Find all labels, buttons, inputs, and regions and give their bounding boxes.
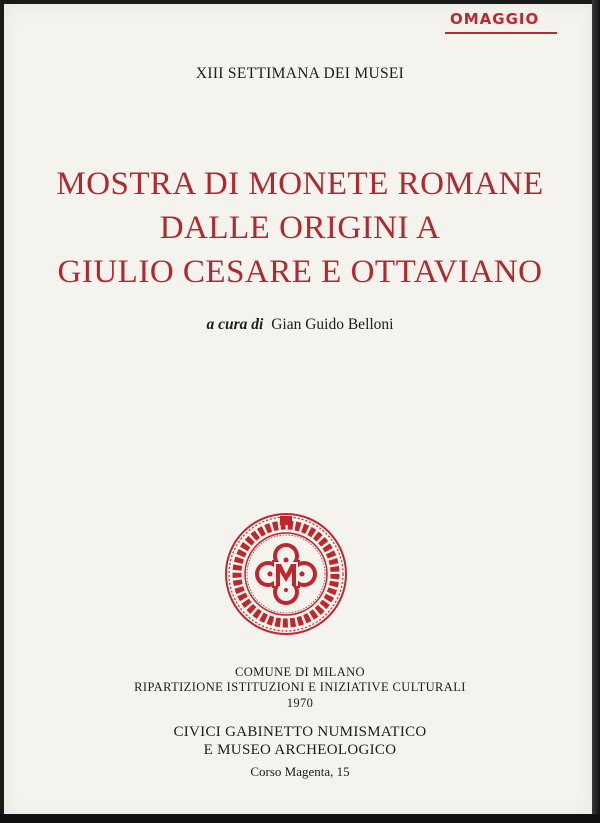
title-line-2: DALLE ORIGINI A — [159, 210, 441, 246]
editor-prefix: a cura di — [206, 316, 264, 333]
scan-edge-bottom — [0, 814, 600, 823]
publication-year: 1970 — [286, 696, 314, 710]
coin-seal-icon — [224, 512, 348, 636]
institution-address: Corso Magenta, 15 — [250, 764, 350, 779]
publisher-line-2: RIPARTIZIONE ISTITUZIONI E INIZIATIVE CULTURALI — [134, 680, 466, 694]
publisher-line-1: COMUNE DI MILANO — [234, 665, 365, 679]
title-line-3: GIULIO CESARE E OTTAVIANO — [57, 254, 543, 290]
editor-name: Gian Guido Belloni — [271, 316, 394, 333]
event-heading: XIII SETTIMANA DEI MUSEI — [195, 65, 405, 82]
institution-line-1: CIVICI GABINETTO NUMISMATICO — [173, 724, 427, 740]
editor-credit — [0, 316, 600, 334]
institution-line-2: E MUSEO ARCHEOLOGICO — [203, 742, 397, 758]
title-line-1: MOSTRA DI MONETE ROMANE — [56, 166, 544, 202]
omaggio-stamp: OMAGGIO — [450, 10, 540, 28]
omaggio-underline — [445, 32, 557, 34]
